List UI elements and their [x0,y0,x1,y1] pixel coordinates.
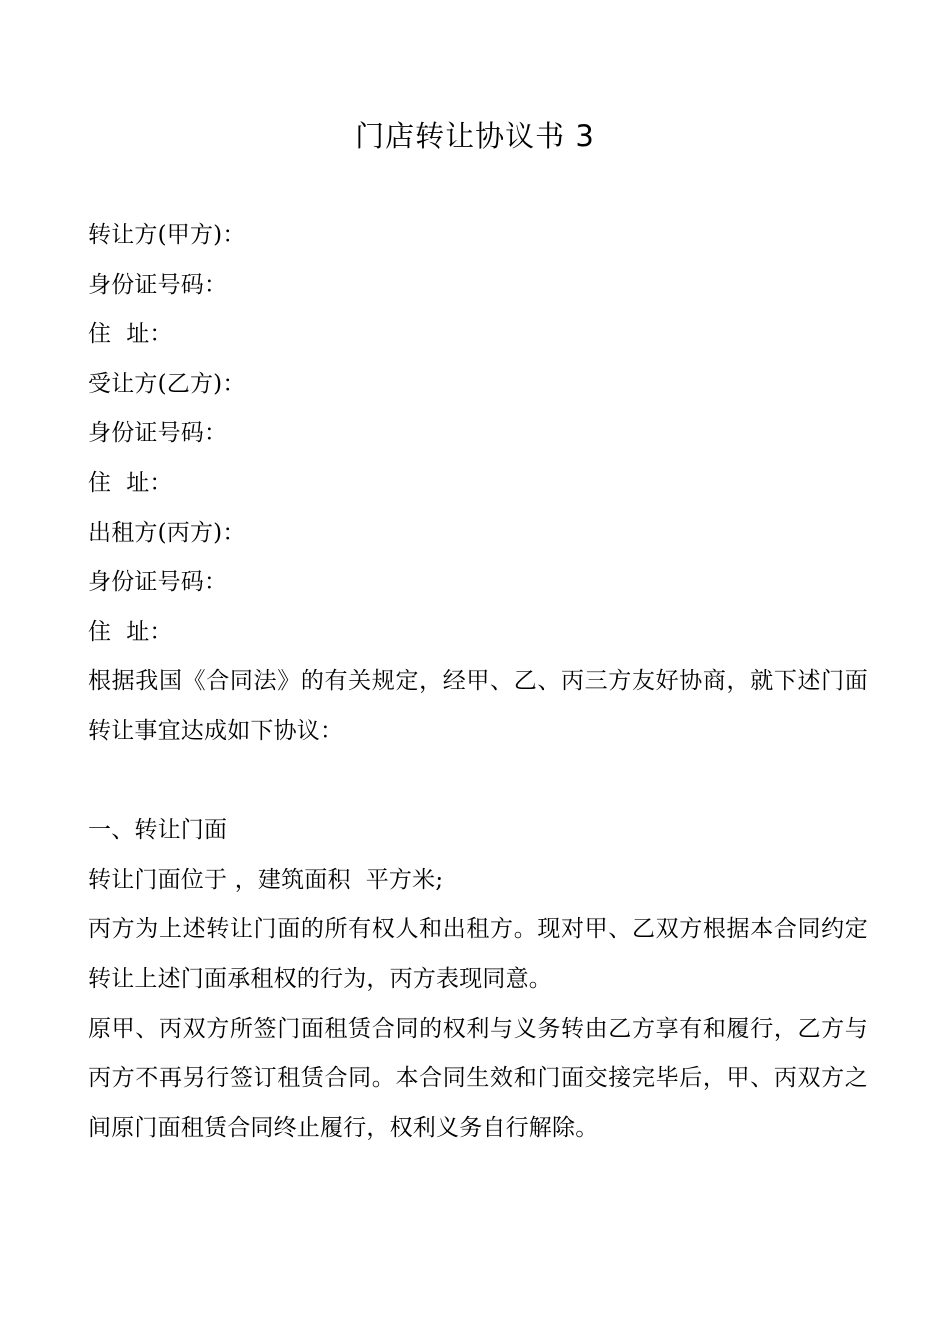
section-1-paragraph: 原甲、丙双方所签门面租赁合同的权利与义务转由乙方享有和履行，乙方与丙方不再另行签订租赁合同。本合同生效和门面交接完毕后，甲、丙双方之间原门面租赁合同终止履行，权利义务自行解除。 [88,1015,868,1141]
party-b-name-line: 受让方(乙方)： [88,370,246,397]
party-a-id-line: 身份证号码： [88,271,228,298]
party-a-address-line: 住 址： [88,321,173,348]
section-1-paragraph: 丙方为上述转让门面的所有权人和出租方。现对甲、乙双方根据本合同约定转让上述门面承租权的行为，丙方表现同意。 [88,916,868,992]
party-b-id-line: 身份证号码： [88,420,228,447]
party-c-id-line: 身份证号码： [88,569,228,596]
section-1-location-line: 转让门面位于 ，建筑面积 平方米; [88,866,444,893]
party-a-name-line: 转让方(甲方)： [88,222,246,248]
preamble-paragraph: 根据我国《合同法》的有关规定，经甲、乙、丙三方友好协商，就下述门面转让事宜达成如下协议： [88,668,868,744]
document-title: 门店转让协议书 3 [355,119,595,153]
party-b-address-line: 住 址： [88,469,173,496]
party-c-name-line: 出租方(丙方)： [88,519,246,546]
section-1-heading: 一、转让门面 [88,817,228,844]
document-body [88,211,868,1153]
party-c-address-line: 住 址： [88,618,173,645]
blank-line [88,757,868,807]
